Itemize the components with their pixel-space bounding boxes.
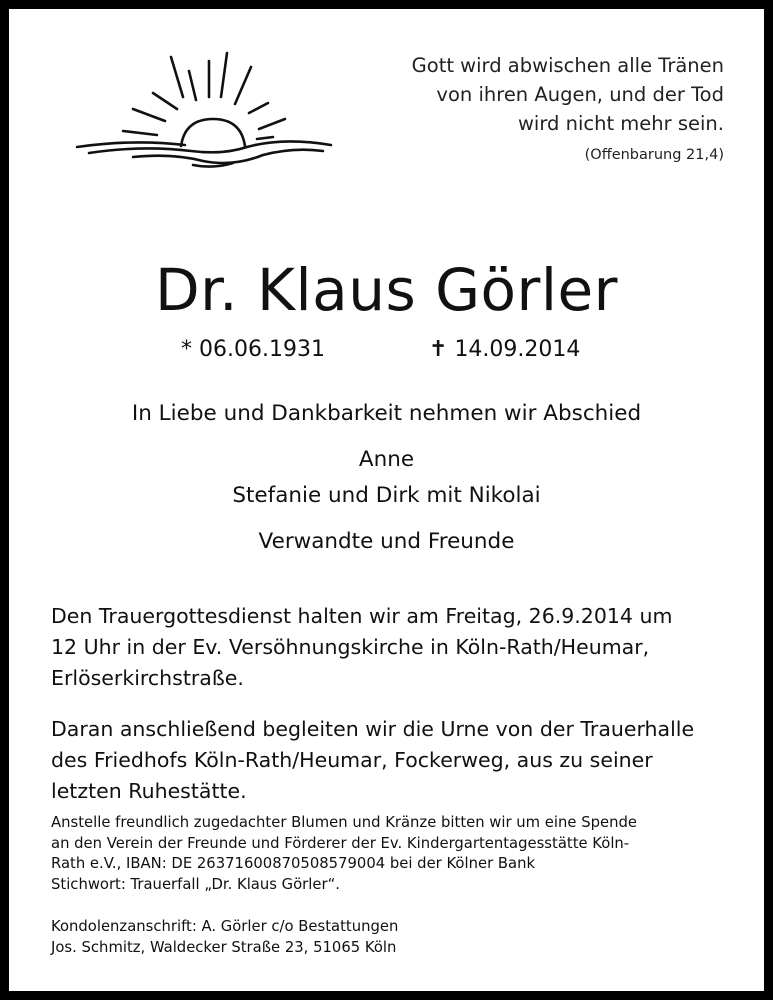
mourner-line: Stefanie und Dirk mit Nikolai — [232, 483, 541, 508]
donation-line: Anstelle freundlich zugedachter Blumen und Kränze bitten wir um eine Spende — [51, 814, 637, 831]
donation-line: Stichwort: Trauerfall „Dr. Klaus Görler“. — [51, 875, 340, 893]
birth-date: * 06.06.1931 — [181, 337, 325, 362]
bible-verse — [324, 51, 724, 138]
burial-line: Daran anschließend begleiten wir die Urne von der Trauerhalle — [51, 717, 695, 741]
condolence-address — [51, 917, 751, 958]
service-line: Erlöserkirchstraße. — [51, 666, 244, 690]
donation-line: an den Verein der Freunde und Förderer der Ev. Kindergartentagesstätte Köln- — [51, 834, 630, 852]
mourner-line: Verwandte und Freunde — [258, 529, 515, 554]
service-line: Den Trauergottesdienst halten wir am Freitag, 26.9.2014 um — [51, 604, 673, 628]
verse-line: Gott wird abwischen alle Tränen — [411, 54, 724, 77]
condolence-line: Jos. Schmitz, Waldecker Straße 23, 51065 Köln — [51, 938, 397, 956]
burial-line: des Friedhofs Köln-Rath/Heumar, Fockerweg, aus zu seiner — [51, 748, 653, 772]
burial-line: letzten Ruhestätte. — [51, 779, 247, 803]
burial-paragraph — [51, 714, 751, 807]
donation-paragraph — [51, 813, 751, 895]
death-date-group — [429, 337, 580, 362]
mourner-line: Anne — [358, 447, 415, 472]
service-line: 12 Uhr in der Ev. Versöhnungskirche in Köln-Rath/Heumar, — [51, 635, 650, 659]
cross-icon: ✝ — [429, 337, 448, 362]
verse-line: wird nicht mehr sein. — [517, 112, 724, 135]
sunrise-icon — [73, 49, 335, 169]
verse-line: von ihren Augen, und der Tod — [436, 83, 724, 106]
verse-reference: (Offenbarung 21,4) — [584, 147, 724, 163]
death-date: 14.09.2014 — [454, 337, 581, 362]
deceased-name: Dr. Klaus Görler — [154, 256, 619, 324]
donation-line: Rath e.V., IBAN: DE 26371600870508579004 bei der Kölner Bank — [51, 855, 536, 872]
condolence-line: Kondolenzanschrift: A. Görler c/o Bestattungen — [51, 918, 399, 935]
farewell-line: In Liebe und Dankbarkeit nehmen wir Abschied — [131, 401, 642, 426]
service-paragraph — [51, 601, 751, 694]
